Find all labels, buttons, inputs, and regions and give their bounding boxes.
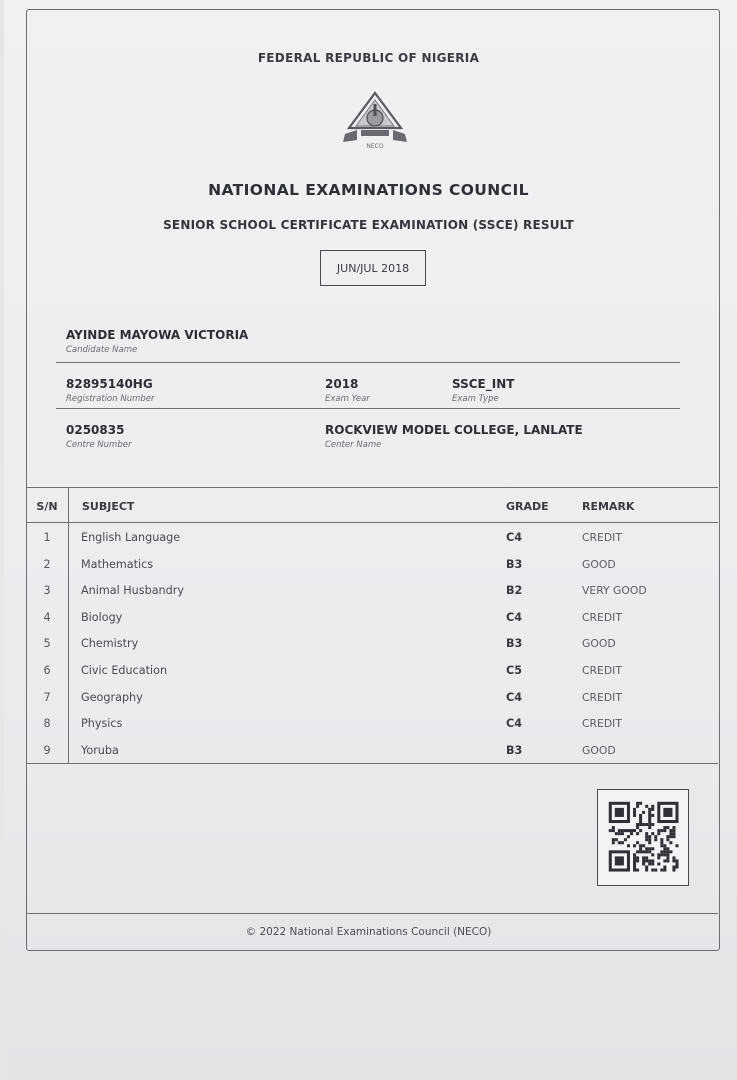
subject-sn: 4 [43,610,51,624]
subject-remark: VERY GOOD [582,584,647,598]
exam-year-caption: Exam Year [325,394,370,404]
neco-crest-icon [339,90,411,152]
subject-remark: GOOD [582,637,616,651]
table-row [26,604,718,631]
registration-field [66,377,155,404]
subject-sn: 5 [43,637,51,651]
subject-remark: CREDIT [582,690,622,704]
subject-grade: C4 [506,717,522,731]
table-row [26,551,718,578]
subject-grade: C4 [506,531,522,544]
subject-name: English Language [81,531,181,544]
subject-name: Mathematics [81,557,154,571]
table-top-border [26,487,718,488]
table-row [26,630,718,657]
subject-grade: C4 [506,690,522,704]
divider [56,408,680,409]
subject-name: Yoruba [81,743,119,757]
subject-remark: CREDIT [582,610,622,624]
subject-sn: 1 [43,531,51,544]
candidate-name-caption: Candidate Name [66,345,138,355]
table-bottom-border [26,763,718,764]
subject-grade: B3 [506,743,523,757]
exam-year-field [325,377,370,404]
subject-name: Physics [81,717,123,731]
centre-number: 0250835 [66,423,125,437]
centre-number-caption: Centre Number [66,440,132,450]
subject-name: Civic Education [81,664,168,677]
footer-divider [26,913,718,914]
council-heading: NATIONAL EXAMINATIONS COUNCIL [208,181,529,199]
subject-remark: CREDIT [582,717,622,731]
table-row [26,737,718,764]
centre-number-field [66,423,131,450]
exam-type: SSCE_INT [452,377,515,391]
copyright-text: © 2022 National Examinations Council (NECO) [245,926,492,938]
subject-remark: CREDIT [582,531,622,544]
subject-grade: B3 [506,557,523,571]
table-row [26,710,718,737]
header-sn: S/N [36,500,58,513]
country-heading: FEDERAL REPUBLIC OF NIGERIA [257,51,480,65]
table-row [26,577,718,604]
subject-name: Chemistry [81,637,139,651]
subject-sn: 7 [43,690,51,704]
centre-name: ROCKVIEW MODEL COLLEGE, LANLATE [325,423,583,437]
subject-remark: GOOD [582,743,616,757]
subject-remark: CREDIT [582,664,622,677]
subject-sn: 2 [43,557,51,571]
header-grade: GRADE [506,500,549,513]
candidate-name-field [66,328,248,355]
subject-remark: GOOD [582,557,616,571]
subject-grade: B3 [506,637,523,651]
table-row [26,684,718,711]
registration-number: 82895140HG [66,377,153,391]
exam-year: 2018 [325,377,359,391]
header-remark: REMARK [582,500,635,513]
subject-grade: C5 [506,664,522,677]
centre-name-caption: Center Name [325,440,382,450]
qr-code-icon [597,789,689,886]
registration-caption: Registration Number [66,394,155,404]
divider [56,362,680,363]
subject-sn: 9 [43,743,51,757]
subject-sn: 6 [43,664,51,677]
header-subject: SUBJECT [82,500,135,513]
subject-name: Geography [81,690,143,704]
exam-type-caption: Exam Type [452,394,499,404]
centre-name-field [325,423,583,450]
subject-grade: C4 [506,610,522,624]
candidate-name: AYINDE MAYOWA VICTORIA [66,328,249,342]
exam-heading: SENIOR SCHOOL CERTIFICATE EXAMINATION (SSCE) RESULT [163,218,574,232]
exam-session-box: JUN/JUL 2018 [320,250,426,286]
subject-name: Biology [81,610,123,624]
subject-sn: 3 [43,584,51,598]
table-header-border [26,522,718,523]
subject-sn: 8 [43,717,51,731]
exam-type-field [452,377,514,404]
logo-text: NECO [366,143,384,150]
subject-name: Animal Husbandry [81,584,184,598]
table-row [26,524,718,551]
subject-grade: B2 [506,584,523,598]
table-row [26,657,718,684]
